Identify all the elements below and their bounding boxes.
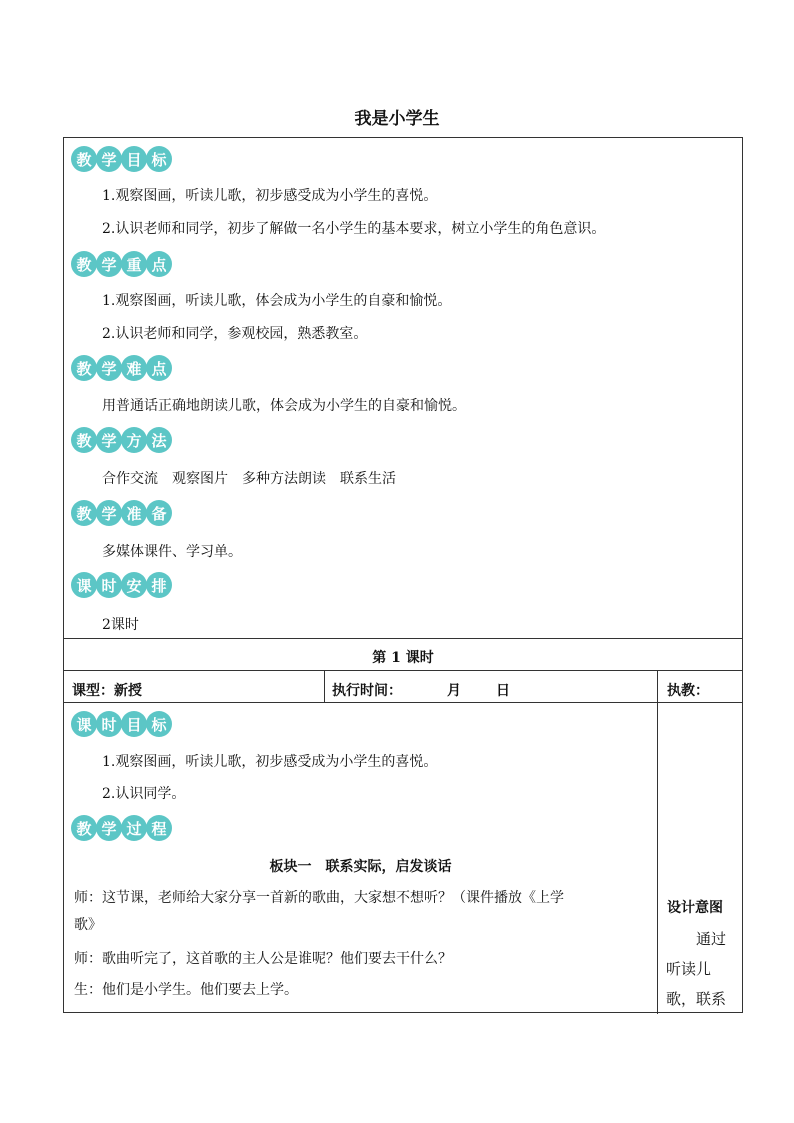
badge-char: 安 bbox=[121, 572, 147, 598]
design-intent-line: 听读儿 bbox=[666, 960, 712, 978]
goals-badge bbox=[71, 146, 171, 172]
methods-badge bbox=[71, 427, 171, 453]
goals-line: 1.观察图画，听读儿歌，初步感受成为小学生的喜悦。 bbox=[102, 188, 438, 204]
time-label: 执行时间： bbox=[332, 683, 402, 699]
objectives-badge bbox=[71, 711, 171, 737]
design-intent-line: 歌，联系 bbox=[666, 990, 727, 1008]
badge-char: 重 bbox=[121, 251, 147, 277]
table-divider bbox=[657, 670, 658, 1014]
badge-char: 备 bbox=[146, 500, 172, 526]
badge-char: 课 bbox=[71, 711, 97, 737]
badge-char: 目 bbox=[121, 146, 147, 172]
badge-char: 课 bbox=[71, 572, 97, 598]
badge-char: 教 bbox=[71, 815, 97, 841]
month-label: 月 bbox=[447, 683, 461, 699]
table-divider bbox=[324, 670, 325, 702]
keypoints-badge bbox=[71, 251, 171, 277]
preparation-badge bbox=[71, 500, 171, 526]
schedule-line: 2课时 bbox=[102, 617, 139, 633]
badge-char: 学 bbox=[96, 500, 122, 526]
badge-char: 准 bbox=[121, 500, 147, 526]
badge-char: 点 bbox=[146, 355, 172, 381]
table-divider bbox=[64, 670, 742, 671]
day-label: 日 bbox=[496, 683, 510, 699]
process-badge bbox=[71, 815, 171, 841]
dialogue-line: 歌》 bbox=[74, 917, 102, 933]
badge-char: 学 bbox=[96, 146, 122, 172]
document-title: 我是小学生 bbox=[354, 109, 440, 129]
dialogue-line: 师：歌曲听完了，这首歌的主人公是谁呢？他们要去干什么？ bbox=[74, 951, 452, 967]
design-intent-line: 通过 bbox=[696, 930, 727, 948]
badge-char: 教 bbox=[71, 146, 97, 172]
badge-char: 教 bbox=[71, 355, 97, 381]
design-intent-label: 设计意图 bbox=[667, 900, 723, 916]
badge-char: 时 bbox=[96, 572, 122, 598]
badge-char: 过 bbox=[121, 815, 147, 841]
badge-char: 学 bbox=[96, 355, 122, 381]
preparation-line: 多媒体课件、学习单。 bbox=[102, 544, 242, 560]
objectives-line: 1.观察图画，听读儿歌，初步感受成为小学生的喜悦。 bbox=[102, 754, 438, 770]
badge-char: 难 bbox=[121, 355, 147, 381]
goals-line: 2.认识老师和同学，初步了解做一名小学生的基本要求，树立小学生的角色意识。 bbox=[102, 221, 606, 237]
table-divider bbox=[64, 702, 742, 703]
badge-char: 时 bbox=[96, 711, 122, 737]
dialogue-line: 师：这节课，老师给大家分享一首新的歌曲，大家想不想听？（课件播放《上学 bbox=[74, 890, 564, 906]
difficulties-badge bbox=[71, 355, 171, 381]
badge-char: 标 bbox=[146, 146, 172, 172]
badge-char: 学 bbox=[96, 251, 122, 277]
teacher-label: 执教： bbox=[667, 683, 709, 699]
difficulties-line: 用普通话正确地朗读儿歌，体会成为小学生的自豪和愉悦。 bbox=[102, 398, 466, 414]
badge-char: 教 bbox=[71, 427, 97, 453]
badge-char: 教 bbox=[71, 251, 97, 277]
dialogue-line: 生：他们是小学生。他们要去上学。 bbox=[74, 982, 298, 998]
keypoints-line: 1.观察图画，听读儿歌，体会成为小学生的自豪和愉悦。 bbox=[102, 293, 452, 309]
badge-char: 方 bbox=[121, 427, 147, 453]
lesson-plan-table bbox=[63, 137, 743, 1013]
badge-char: 排 bbox=[146, 572, 172, 598]
objectives-line: 2.认识同学。 bbox=[102, 786, 186, 802]
table-divider bbox=[64, 638, 742, 639]
badge-char: 点 bbox=[146, 251, 172, 277]
badge-char: 法 bbox=[146, 427, 172, 453]
badge-char: 学 bbox=[96, 427, 122, 453]
badge-char: 目 bbox=[121, 711, 147, 737]
lesson-type: 课型：新授 bbox=[72, 683, 142, 699]
schedule-badge bbox=[71, 572, 171, 598]
badge-char: 程 bbox=[146, 815, 172, 841]
methods-line: 合作交流 观察图片 多种方法朗读 联系生活 bbox=[102, 471, 396, 487]
block-title: 板块一 联系实际，启发谈话 bbox=[269, 859, 452, 875]
badge-char: 学 bbox=[96, 815, 122, 841]
badge-char: 标 bbox=[146, 711, 172, 737]
badge-char: 教 bbox=[71, 500, 97, 526]
lesson-heading: 第 1 课时 bbox=[372, 650, 434, 666]
keypoints-line: 2.认识老师和同学，参观校园，熟悉教室。 bbox=[102, 326, 368, 342]
